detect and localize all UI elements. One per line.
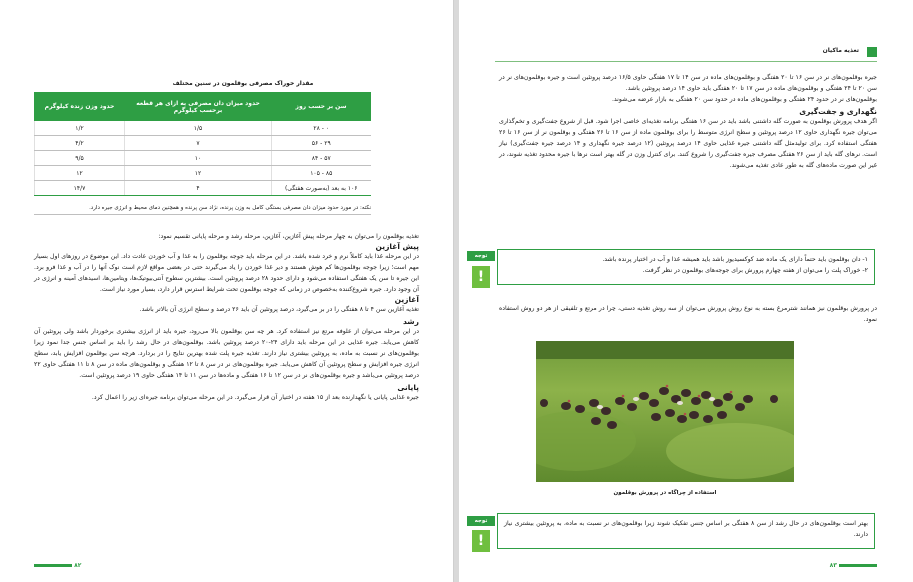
page-number: ۸۳ [829,562,837,569]
feed-table [34,92,371,196]
table-header: حدود وزن زنده کیلوگرم [35,93,125,121]
note-text: بهتر است بوقلمون‌های در حال رشد از سن ۸ هفتگی بر اساس جنس تفکیک شوند زیرا بوقلمون‌های نر نسبت به ماده، به پروتئین بیشتری نیاز دارند. [504,520,869,538]
running-header [495,47,877,62]
exclamation-icon: ! [472,266,490,288]
table-row [35,181,371,196]
section-heading: پایانی [397,383,419,392]
paragraph: بوقلمون‌های نر در حدود ۲۴ هفتگی و بوقلمون‌های ماده در حدود سن ۲۰ هفتگی به بازار عرضه می‌شوند. [611,96,877,103]
paragraph: در پرورش بوقلمون نیز همانند شترمرغ بسته به نوع روش پرورش می‌توان از سه روش تغذیه دستی، چرا در مرتع و تلفیقی از هر دو روش استفاده نمود. [499,305,877,323]
table-title: مقدار خوراک مصرفی بوقلمون در سنین مختلف [172,80,314,87]
table-cell: ۱۰ [125,151,272,166]
table-cell: ۱۲ [125,166,272,181]
table-cell: ۴/۲ [35,136,125,151]
note-box [497,249,875,285]
table-row [35,121,371,136]
note-tag: توجه [467,516,495,526]
note-line: ۱- دان بوقلمون باید حتماً دارای یک ماده ضد کوکسیدیوز باشد باید همیشه غذا و آب در اختیار پرنده باشد. [602,256,868,263]
table-cell: ۱۰۶ به بعد (به‌صورت هفتگی) [272,181,371,196]
table-header: سن بر حسب روز [272,93,371,121]
section-body: در این مرحله غذا باید کاملاً نرم و خرد شده باشد. در این مرحله باید جوجه بوقلمون را به غذا و آب خوردن عادت داد. این موضوع در روزهای اول بسیار مهم است؛ زیرا جوجه بوقلمون‌ها کم هوش هستند و دیر غذا خوردن را یاد می‌گیرند حتی در بعضی مواقع لازم است نوک آنها را در آب و غذا فرو برد. این جیره تا سن یک هفتگی استفاده می‌شود و دارای حدود ۲۸ درصد پروتئین است. بیشترین سطوح آنتی‌بیوتیک‌ها، ویتامین‌ها، اسیدهای آمینه و انرژی در آن وجود دارد. جیره شروع‌کننده به‌خصوص در زمانی که جوجه بوقلمون تحت شرایط استرس قرار دارد، بسیار مورد نیاز است. [34,253,419,293]
table-cell: ۷ [125,136,272,151]
table-cell: ۲۹ - ۵۶ [272,136,371,151]
left-body [34,231,419,403]
table-cell: ۱/۵ [125,121,272,136]
running-header-title: تغذیه ماکیان [822,47,859,54]
table-cell: ۴ [125,181,272,196]
right-body-top [499,72,877,171]
page-number-left [34,562,81,569]
table-cell: ۱۲ [35,166,125,181]
section-body: جیره غذایی پایانی یا نگهدارنده بعد از ۱۵ هفته در اختیار آن قرار می‌گیرد. در این مرحله می‌توان برنامه جیره‌ای زیر را اعمال کرد. [91,394,419,401]
page-number-bar [839,564,877,567]
table-cell: ۱/۲ [35,121,125,136]
paragraph: جیره بوقلمون‌های نر در سن ۱۶ تا ۲۰ هفتگی و بوقلمون‌های ماده در سن ۱۴ تا ۱۷ هفتگی حاوی ۱۶/۵ درصد پروتئین است و جیره بوقلمون‌های نر در سن ۲۰ تا ۲۴ هفتگی و بوقلمون‌های ماده در سن ۱۷ تا ۲۰ هفتگی باید حاوی ۱۴ درصد پروتئین باشد. [499,74,877,92]
section-body: در این مرحله می‌توان از علوفه مرتع نیز استفاده کرد. هر چه سن بوقلمون بالا می‌رود، جیره باید از انرژی بیشتری برخوردار باشد ولی پروتئین آن کاهش می‌یابد. جیره غذایی در این مرحله باید دارای ۲۴-۲۰ درصد پروتئین باشد. بوقلمون‌های در حال رشد را باید بر اساس جنس جدا نمود زیرا بوقلمون‌های نر نسبت به ماده، به پروتئین بیشتری نیاز دارند. تغذیه جیره پلت شده بهترین نتایج را در بردارد. هرچه سن بوقلمون افزایش یابد، سطح انرژی جیره افزایش و سطح پروتئین آن کاهش می‌یابد. جیره بوقلمون‌های نر در سن ۸ تا ۱۲ هفتگی و بوقلمون‌های ماده در سن ۸ تا ۱۱ هفتگی حاوی ۲۲ درصد پروتئین می‌باشد و جیره بوقلمون‌های نر در سن ۱۲ تا ۱۶ هفتگی و ماده‌ها در سن ۱۱ تا ۱۴ هفتگی حاوی ۱۹ درصد پروتئین است. [34,328,419,379]
page-number-bar [34,564,72,567]
section-heading: آغازین [394,295,419,304]
green-square-icon [867,47,877,57]
page-number-right [830,562,877,569]
table-cell: ۰ - ۲۸ [272,121,371,136]
note-line: ۲- خوراک پلت را می‌توان از هفته چهارم پرورش برای جوجه‌های بوقلمون در نظر گرفت. [642,267,868,274]
table-row [35,151,371,166]
table-cell: ۵۷ - ۸۴ [272,151,371,166]
right-page [459,0,913,582]
paragraph: اگر هدف پرورش بوقلمون به صورت گله داشتنی باشد باید در سن ۱۶ هفتگی برنامه تغذیه‌ای خاصی اجرا شود. قبل از شروع جفت‌گیری و تخم‌گذاری می‌توان جیره نگهداری حاوی ۱۲ درصد پروتئین و سطح انرژی متوسط را برای بوقلمون ماده از سن ۱۶ تا ۲۶ هفتگی و بوقلمون نر از سن ۱۶ تا ۲۶ هفتگی استفاده کرد. برای تولیدمثل گله داشتنی جیره غذایی حاوی ۱۴ درصد پروتئین (۱۲ درصد جیره نگهداری و ۱۴ درصد جیره جفت‌گیری) نیاز است. نرهای گله باید از سن ۲۶ هفتگی مصرف جیره جفت‌گیری را شروع کنند. برای کنترل وزن در گله بهتر است نرها با جیره محدود تغذیه شوند، در غیر این صورت ماده‌های گله به طور عادی تغذیه می‌شوند. [499,118,877,169]
table-cell: ۱۴/۷ [35,181,125,196]
section-heading: نگهداری و جفت‌گیری [799,107,877,116]
table-row [35,136,371,151]
right-body-mid [499,303,877,325]
table-row [35,166,371,181]
intro-paragraph: تغذیه بوقلمون را می‌توان به چهار مرحله پیش آغازین، آغازین، مرحله رشد و مرحله پایانی تقسیم نمود: [158,233,419,240]
section-body: تغذیه آغازین سن ۴ تا ۸ هفتگی را در بر می‌گیرد، درصد پروتئین آن باید ۲۶ درصد و سطح انرژی آن بالاتر باشد. [139,306,419,313]
section-heading: رشد [402,317,419,326]
page-number: ۸۲ [74,562,82,569]
photo-caption: استفاده از چراگاه در پرورش بوقلمون [613,490,717,496]
exclamation-icon: ! [472,530,490,552]
note-box [497,513,875,549]
section-heading: پیش آغازین [375,242,419,251]
note-tag: توجه [467,251,495,261]
table-cell: ۸۵ - ۱۰۵ [272,166,371,181]
table-note: نکته: در مورد حدود میزان دان مصرفی بستگی کامل به وزن پرنده، نژاد سن پرنده و همچنین دمای محیط و انرژی جیره دارد. [34,203,371,215]
turkey-pasture-photo [536,341,794,482]
left-page [0,0,454,582]
table-header: حدود میزان دان مصرفی به ازای هر قطعه برحسب کیلوگرم [125,93,272,121]
table-cell: ۹/۵ [35,151,125,166]
table-header-row [35,93,371,121]
